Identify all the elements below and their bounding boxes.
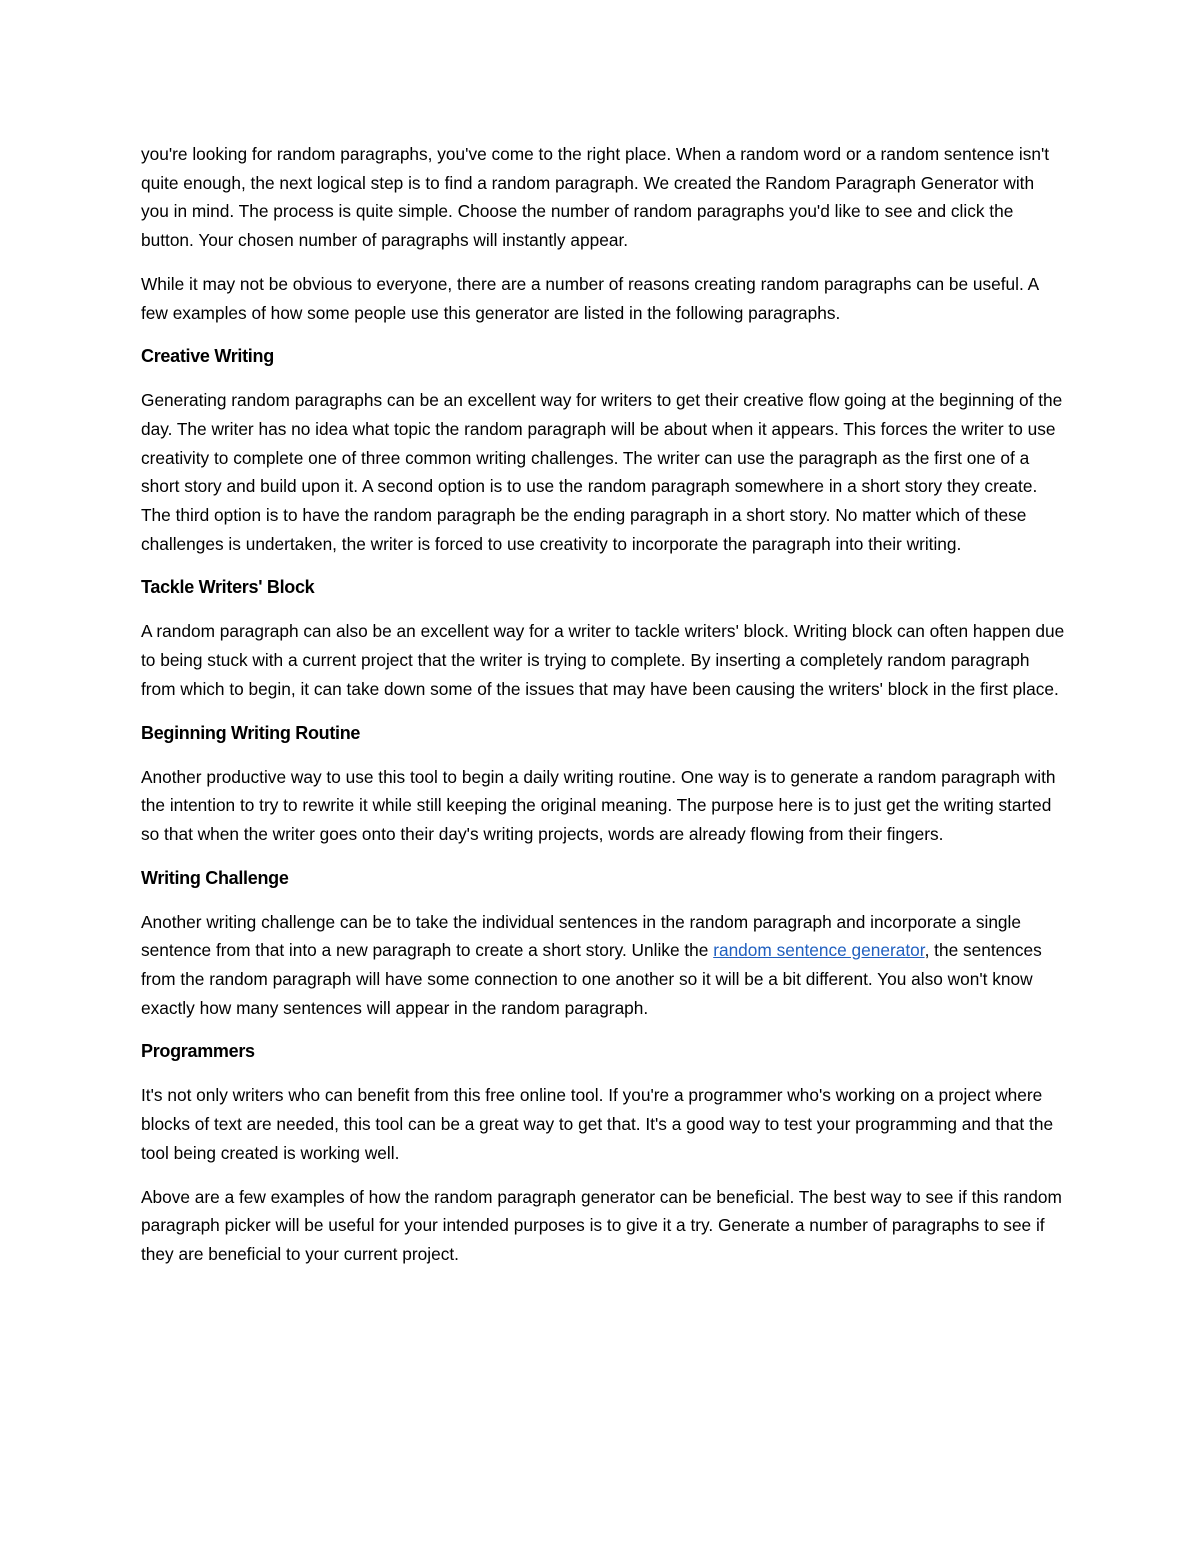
writing-routine-paragraph: Another productive way to use this tool to begin a daily writing routine. One way is to generate a random paragraph with the intention to try to rewrite it while still keeping the original meaning. The purpose here is to just get the writing started so that when the writer goes onto their day's writing projects, words are already flowing from their fingers.: [141, 766, 1056, 844]
heading-creative-writing: Creative Writing: [141, 346, 274, 367]
writing-challenge-text-before: Another writing challenge can be to take the individual sentences in the random paragraph and incorporate a single sentence from that into a new paragraph to create a short story. Unlike the: [141, 911, 1021, 961]
heading-programmers: Programmers: [141, 1041, 255, 1062]
heading-writing-challenge: Writing Challenge: [141, 867, 289, 888]
programmers-paragraph: It's not only writers who can benefit from this free online tool. If you're a programmer who's working on a project where blocks of text are needed, this tool can be a great way to get that. It's a good way to test your programming and that the tool being created is working well.: [141, 1085, 1054, 1163]
writing-challenge-paragraph: [141, 908, 1066, 1023]
creative-writing-paragraph: Generating random paragraphs can be an excellent way for writers to get their creative flow going at the beginning of the day. The writer has no idea what topic the random paragraph will be about when it appears. This forces the writer to use creativity to complete one of three common writing challenges. The writer can use the paragraph as the first one of a short story and build upon it. A second option is to use the random paragraph somewhere in a short story they create. The third option is to have the random paragraph be the ending paragraph in a short story. No matter which of these challenges is undertaken, the writer is forced to use creativity to incorporate the paragraph into their writing.: [141, 390, 1063, 554]
random-sentence-generator-link[interactable]: random sentence generator: [713, 940, 925, 961]
intro-paragraph-2: While it may not be obvious to everyone, there are a number of reasons creating random paragraphs can be useful. A few examples of how some people use this generator are listed in the following paragraphs.: [141, 273, 1039, 323]
heading-tackle-writers-block: Tackle Writers' Block: [141, 577, 315, 598]
writing-challenge-text-after: , the sentences from the random paragraph will have some connection to one another so it will be a bit different. You also won't know exactly how many sentences will appear in the random paragraph.: [141, 940, 1042, 1018]
document-page: [141, 140, 1066, 1284]
heading-beginning-writing-routine: Beginning Writing Routine: [141, 722, 361, 743]
intro-paragraph: you're looking for random paragraphs, you've come to the right place. When a random word or a random sentence isn't quite enough, the next logical step is to find a random paragraph. We created the Random Paragraph Generator with you in mind. The process is quite simple. Choose the number of random paragraphs you'd like to see and click the button. Your chosen number of paragraphs will instantly appear.: [141, 144, 1050, 251]
writers-block-paragraph: A random paragraph can also be an excellent way for a writer to tackle writers' block. Writing block can often happen due to being stuck with a current project that the writer is trying to complete. By inserting a completely random paragraph from which to begin, it can take down some of the issues that may have been causing the writers' block in the first place.: [141, 621, 1065, 699]
closing-paragraph: Above are a few examples of how the random paragraph generator can be beneficial. The best way to see if this random paragraph picker will be useful for your intended purposes is to give it a try. Generate a number of paragraphs to see if they are beneficial to your current project.: [141, 1186, 1062, 1264]
